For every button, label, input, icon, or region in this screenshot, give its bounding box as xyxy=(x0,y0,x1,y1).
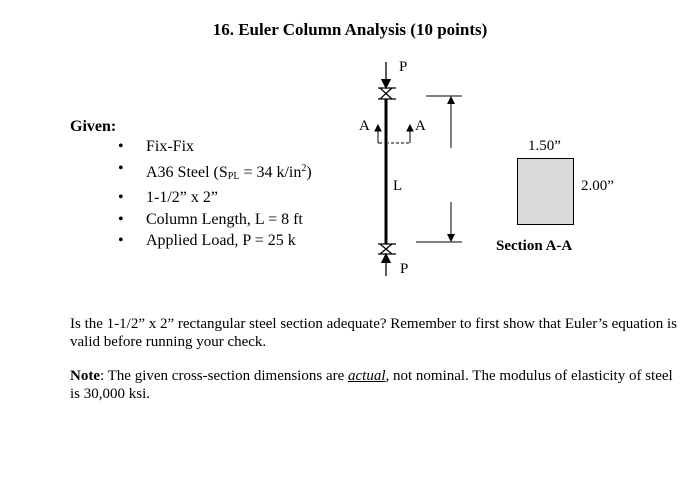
given-item-support: • Fix-Fix xyxy=(118,136,312,158)
page-title: 16. Euler Column Analysis (10 points) xyxy=(212,20,488,39)
section-label-left: A xyxy=(359,118,370,134)
given-item-section: • 1-1/2” x 2” xyxy=(118,187,312,209)
note-text: Note: The given cross-section dimensions are actual, not nominal. The modulus of elasticity of steel is 30,000 ksi. xyxy=(70,368,673,402)
section-width-label: 1.50” xyxy=(528,138,561,154)
cross-section-rect xyxy=(517,158,574,225)
section-title: Section A-A xyxy=(496,238,573,254)
question-text: Is the 1-1/2” x 2” rectangular steel section adequate? Remember to first show that Euler’s equation is valid before running your check. xyxy=(70,316,678,350)
given-item-length: • Column Length, L = 8 ft xyxy=(118,209,312,231)
top-load-label: P xyxy=(399,59,408,75)
bottom-support-icon xyxy=(378,244,396,254)
section-cut-marker xyxy=(375,125,413,143)
given-item-steel: • A36 Steel ($S_{PL} = 34$ $k/in^2$) xyxy=(118,158,312,188)
top-support-icon xyxy=(378,88,396,99)
given-item-load: • Applied Load, P = 25 k xyxy=(118,230,312,252)
section-height-label: 2.00” xyxy=(581,178,614,194)
length-label: L xyxy=(393,178,403,194)
section-label-right: A xyxy=(415,118,426,134)
given-label: Given: xyxy=(70,118,117,135)
bottom-load-label: P xyxy=(400,261,409,277)
